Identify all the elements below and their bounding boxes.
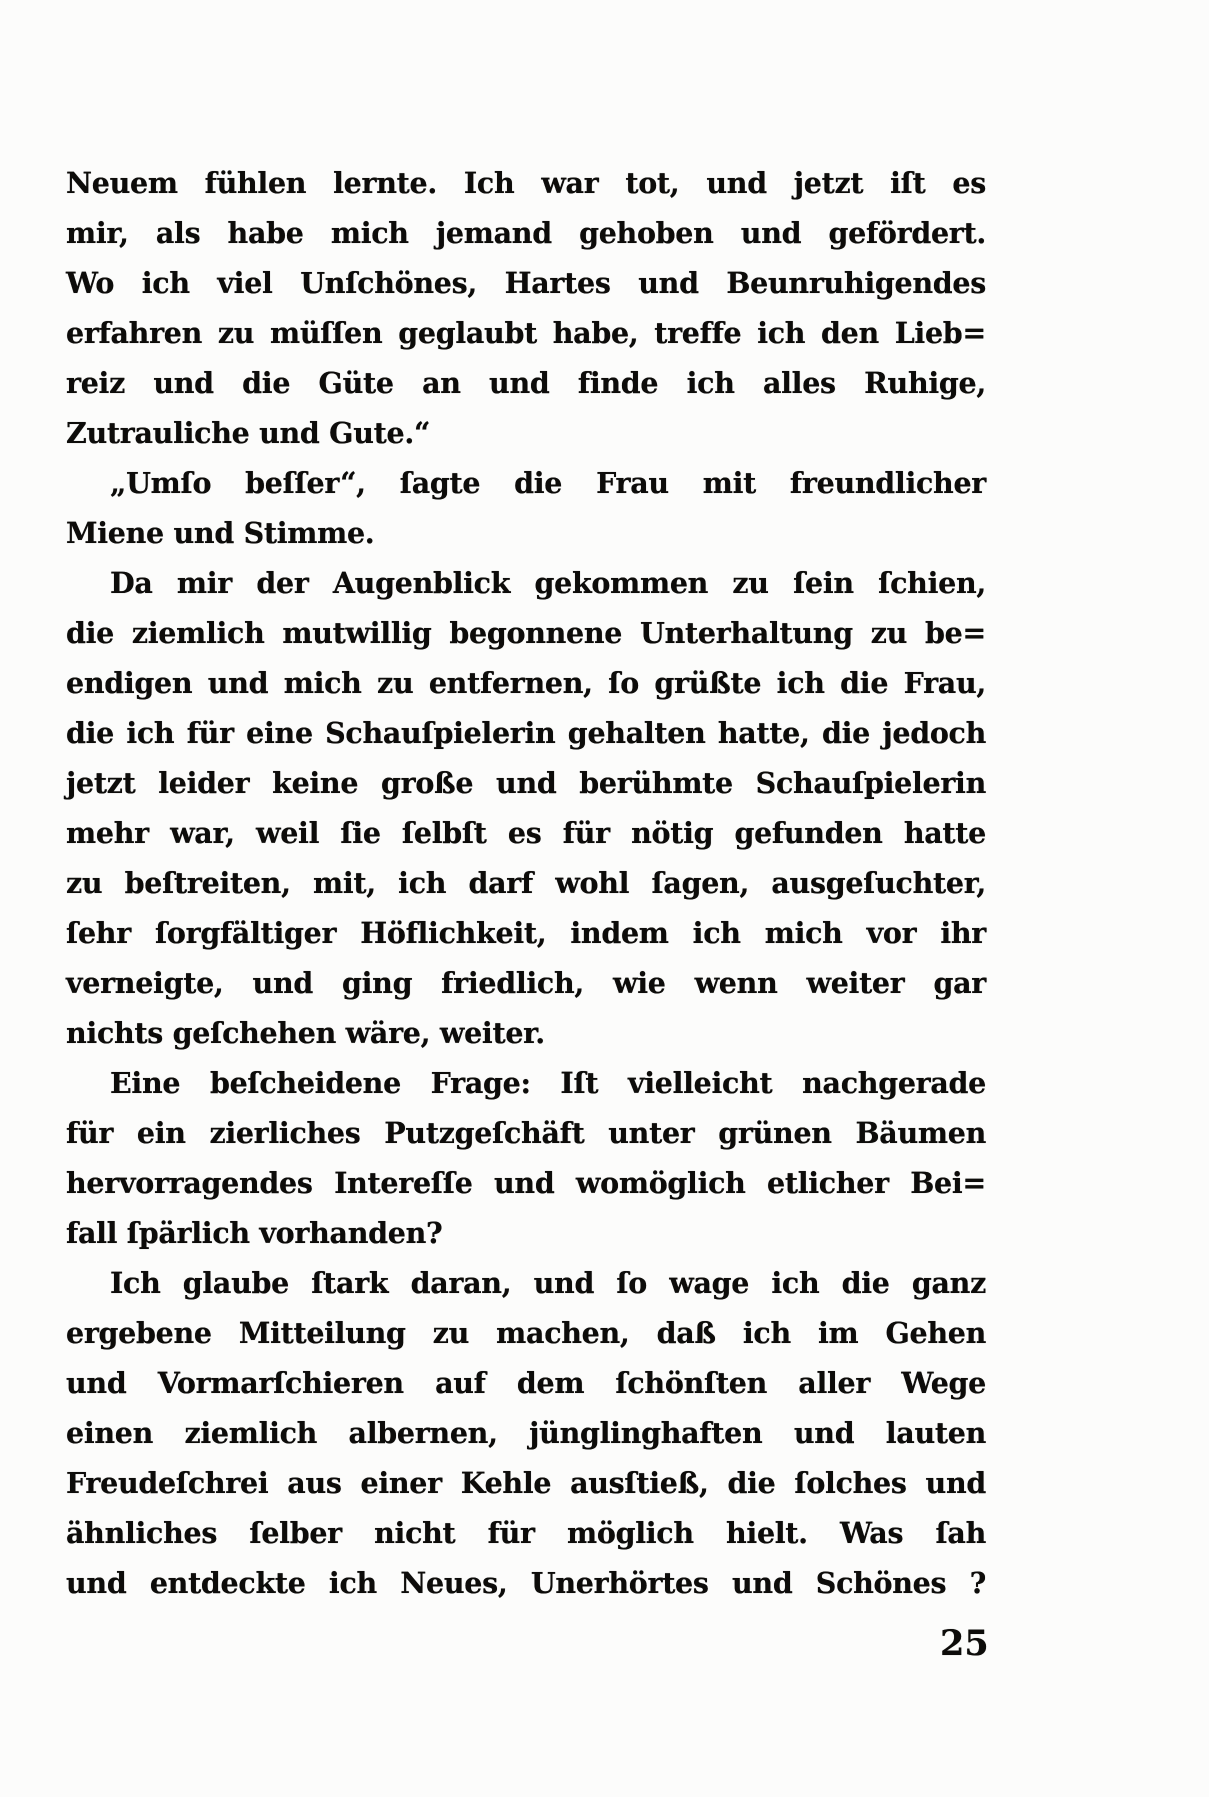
text-line: reiz und die Güte an und finde ich alles Ruhige, — [66, 366, 986, 400]
text-line-paragraph-end: fall ſpärlich vorhanden? — [66, 1216, 443, 1250]
text-line: erfahren zu müſſen geglaubt habe, treffe ich den Lieb= — [66, 316, 986, 350]
text-line: und entdeckte ich Neues, Unerhörtes und Schönes ? — [66, 1566, 986, 1600]
text-line: und Vormarſchieren auf dem ſchönſten aller Wege — [66, 1366, 986, 1400]
text-line-paragraph-end: Zutrauliche und Gute.“ — [66, 416, 431, 450]
text-line: ſehr ſorgfältiger Höflichkeit, indem ich mich vor ihr — [66, 916, 986, 950]
page-number: 25 — [940, 1623, 989, 1664]
text-line: ähnliches ſelber nicht für möglich hielt. Was ſah — [66, 1516, 986, 1550]
text-line: Wo ich viel Unſchönes, Hartes und Beunruhigendes — [66, 266, 986, 300]
text-line: einen ziemlich albernen, jünglinghaften und lauten — [66, 1416, 986, 1450]
text-line: verneigte, und ging friedlich, wie wenn weiter gar — [66, 966, 986, 1000]
text-line-paragraph-start: „Umſo beſſer“, ſagte die Frau mit freundlicher — [110, 466, 986, 500]
text-line: jetzt leider keine große und berühmte Schauſpielerin — [66, 766, 986, 800]
text-line-paragraph-start: Ich glaube ſtark daran, und ſo wage ich die ganz — [110, 1266, 986, 1300]
text-line-paragraph-end: Miene und Stimme. — [66, 516, 375, 550]
page-text-block — [66, 158, 986, 1608]
text-line: zu beſtreiten, mit, ich darf wohl ſagen, ausgeſuchter, — [66, 866, 986, 900]
text-line: Neuem fühlen lernte. Ich war tot, und jetzt iſt es — [66, 166, 986, 200]
text-line-paragraph-start: Eine beſcheidene Frage: Iſt vielleicht nachgerade — [110, 1066, 986, 1100]
text-line: ergebene Mitteilung zu machen, daß ich im Gehen — [66, 1316, 986, 1350]
text-line: hervorragendes Intereſſe und womöglich etlicher Bei= — [66, 1166, 986, 1200]
text-line-paragraph-end: nichts geſchehen wäre, weiter. — [66, 1016, 545, 1050]
text-line-paragraph-start: Da mir der Augenblick gekommen zu ſein ſchien, — [110, 566, 986, 600]
text-line: mir, als habe mich jemand gehoben und gefördert. — [66, 216, 986, 250]
text-line: Freudeſchrei aus einer Kehle ausſtieß, die ſolches und — [66, 1466, 986, 1500]
text-line: mehr war, weil ſie ſelbſt es für nötig gefunden hatte — [66, 816, 986, 850]
text-line: die ich für eine Schauſpielerin gehalten hatte, die jedoch — [66, 716, 986, 750]
text-line: für ein zierliches Putzgeſchäft unter grünen Bäumen — [66, 1116, 986, 1150]
text-line: die ziemlich mutwillig begonnene Unterhaltung zu be= — [66, 616, 986, 650]
text-line: endigen und mich zu entfernen, ſo grüßte ich die Frau, — [66, 666, 986, 700]
